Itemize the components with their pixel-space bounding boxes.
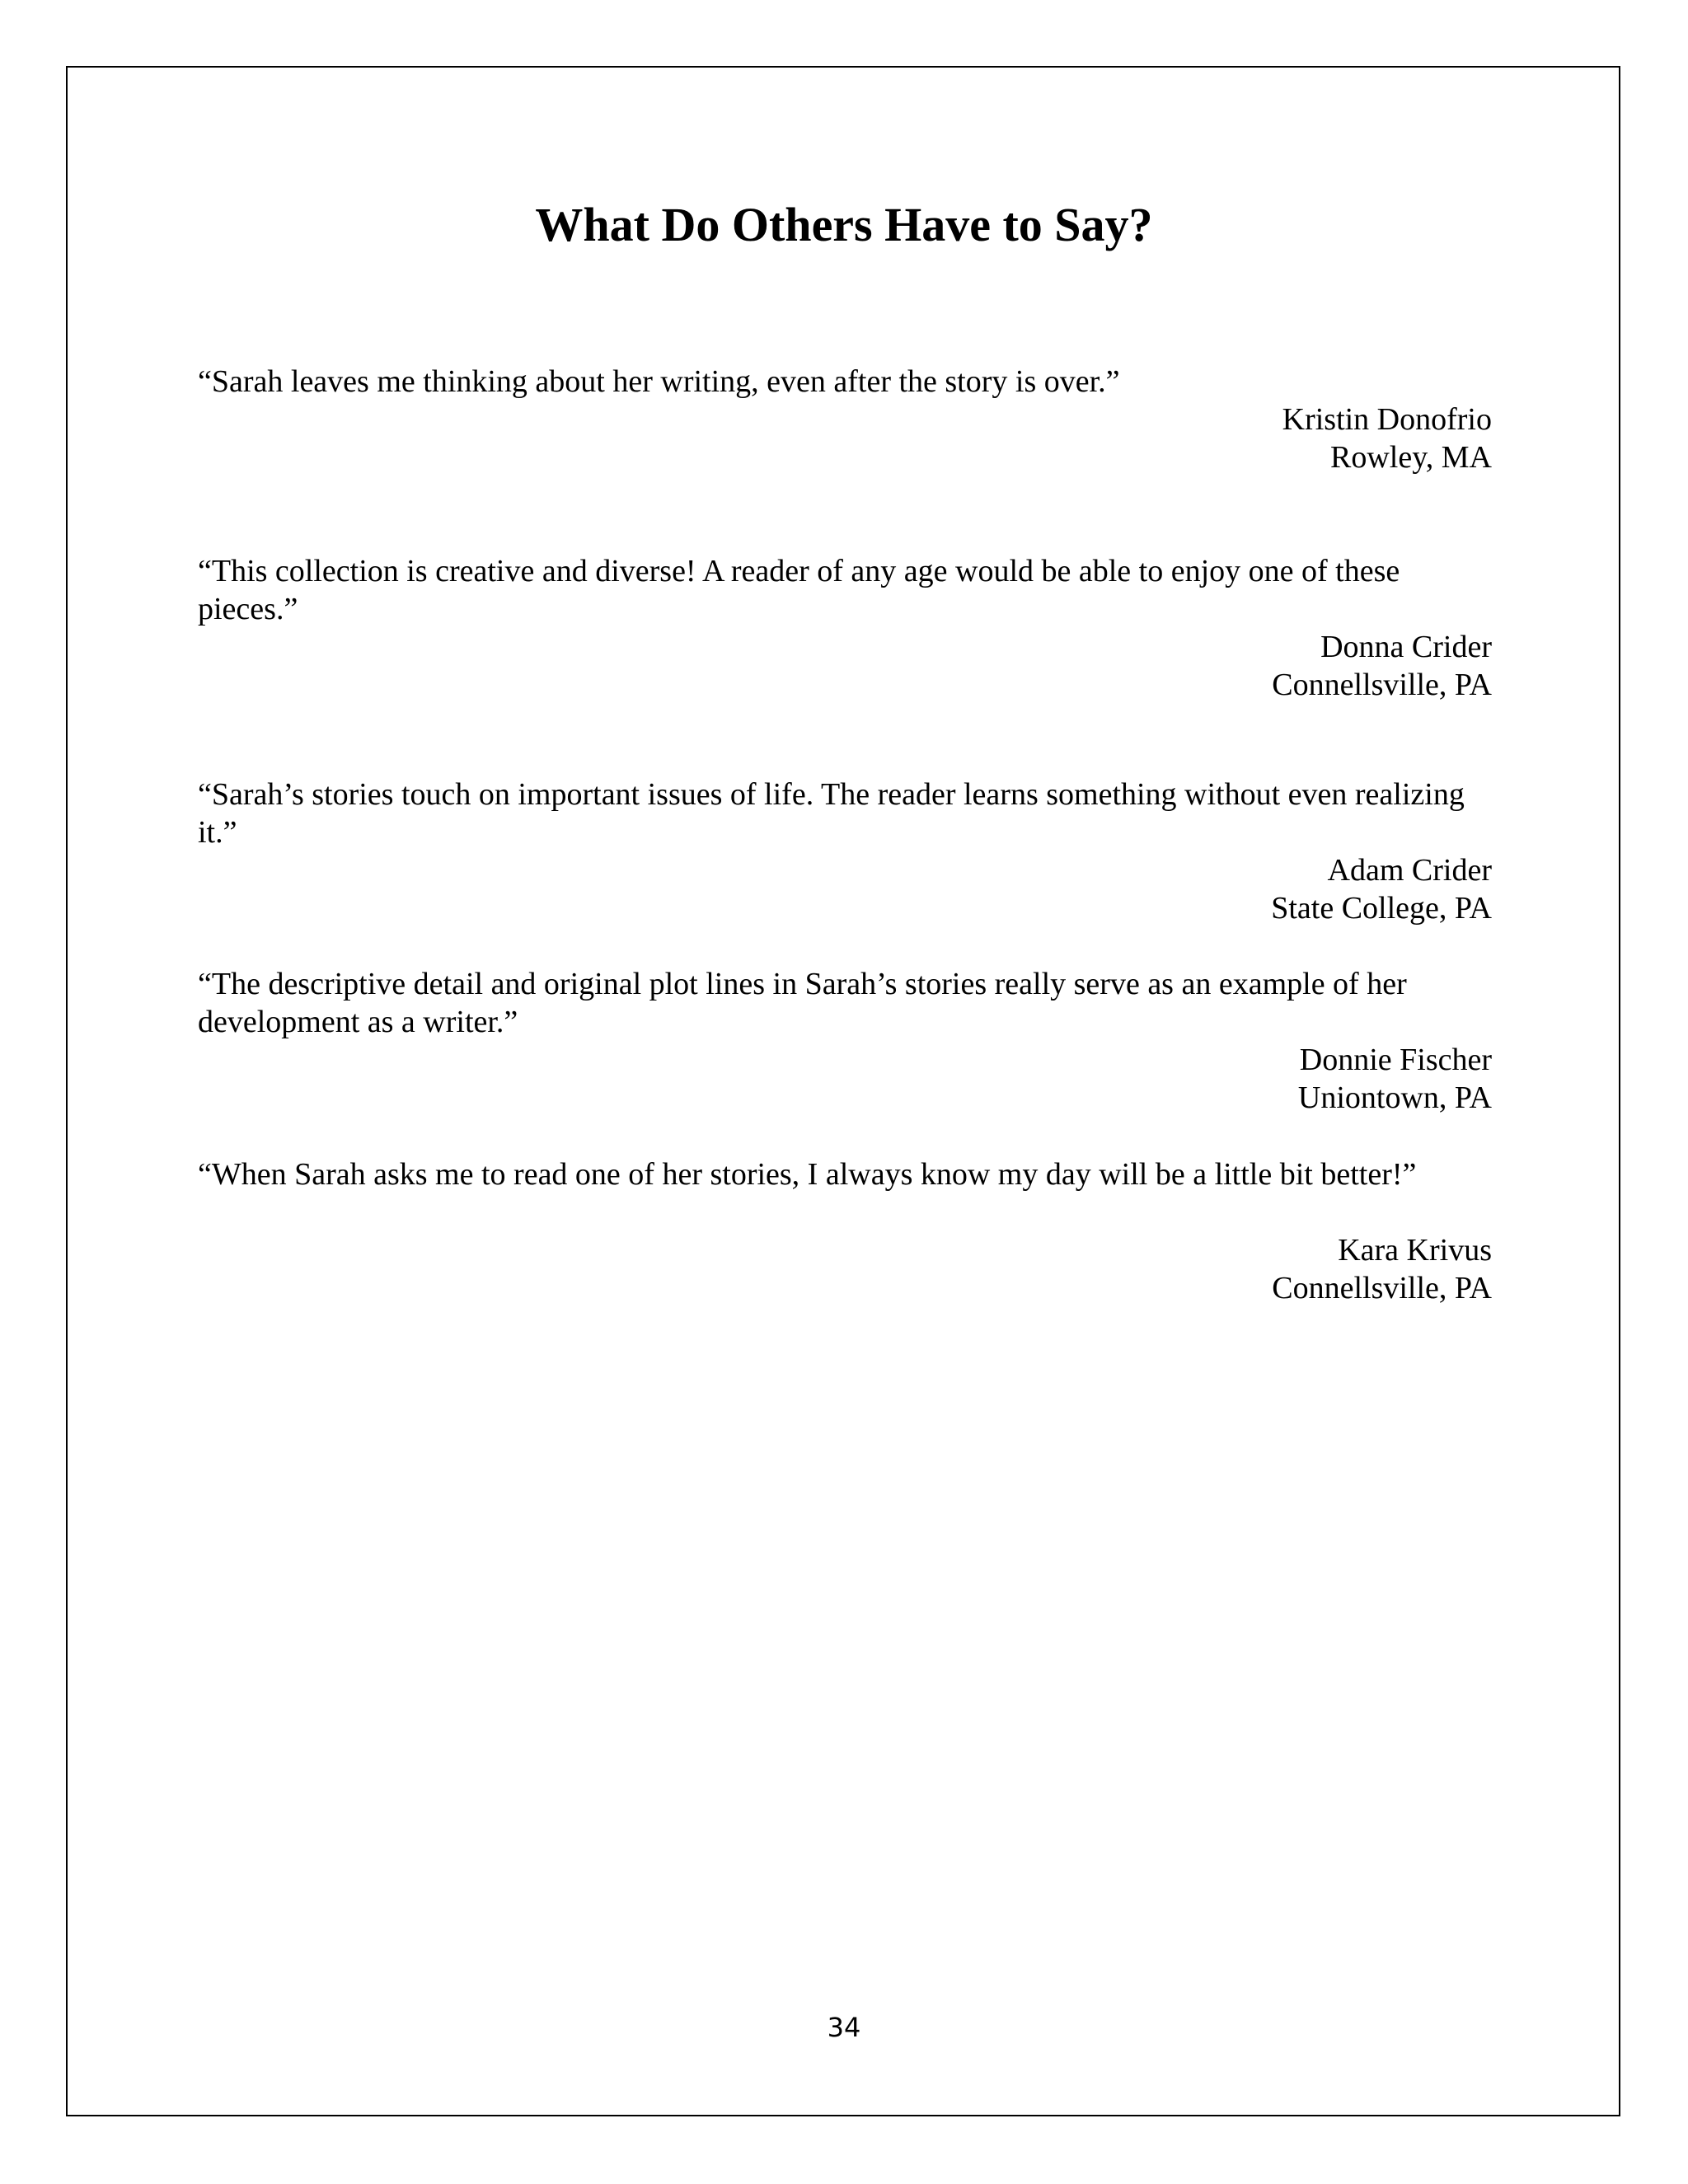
- testimonial-quote: “When Sarah asks me to read one of her stories, I always know my day will be a little bit better!”: [198, 1157, 1417, 1192]
- testimonial-adam-crider: [198, 776, 1492, 927]
- testimonial-name: Kristin Donofrio: [1282, 402, 1492, 437]
- testimonial-name: Donnie Fischer: [1299, 1043, 1492, 1077]
- testimonial-quote: “The descriptive detail and original plot lines in Sarah’s stories really serve as an example of her development as a writer.”: [198, 967, 1407, 1039]
- testimonial-quote: “Sarah leaves me thinking about her writing, even after the story is over.”: [198, 364, 1120, 399]
- testimonial-kara-krivus: [198, 1155, 1492, 1307]
- testimonial-location: State College, PA: [1271, 891, 1492, 926]
- testimonial-quote: “Sarah’s stories touch on important issues of life. The reader learns something without even realizing it.”: [198, 777, 1465, 850]
- page-title: What Do Others Have to Say?: [535, 198, 1153, 251]
- testimonial-location: Rowley, MA: [1330, 440, 1492, 475]
- testimonial-donna-crider: [198, 552, 1492, 704]
- testimonial-name: Adam Crider: [1327, 853, 1492, 888]
- testimonial-location: Connellsville, PA: [1272, 1271, 1492, 1305]
- testimonial-name: Kara Krivus: [1338, 1233, 1492, 1268]
- testimonial-donnie-fischer: [198, 965, 1492, 1117]
- testimonial-location: Connellsville, PA: [1272, 668, 1492, 702]
- testimonial-kristin-donofrio: [198, 363, 1492, 476]
- testimonial-location: Uniontown, PA: [1297, 1080, 1492, 1115]
- page-number: 34: [827, 2012, 861, 2043]
- testimonial-quote: “This collection is creative and diverse! A reader of any age would be able to enjoy one of these pieces.”: [198, 554, 1400, 626]
- testimonial-name: Donna Crider: [1320, 630, 1492, 664]
